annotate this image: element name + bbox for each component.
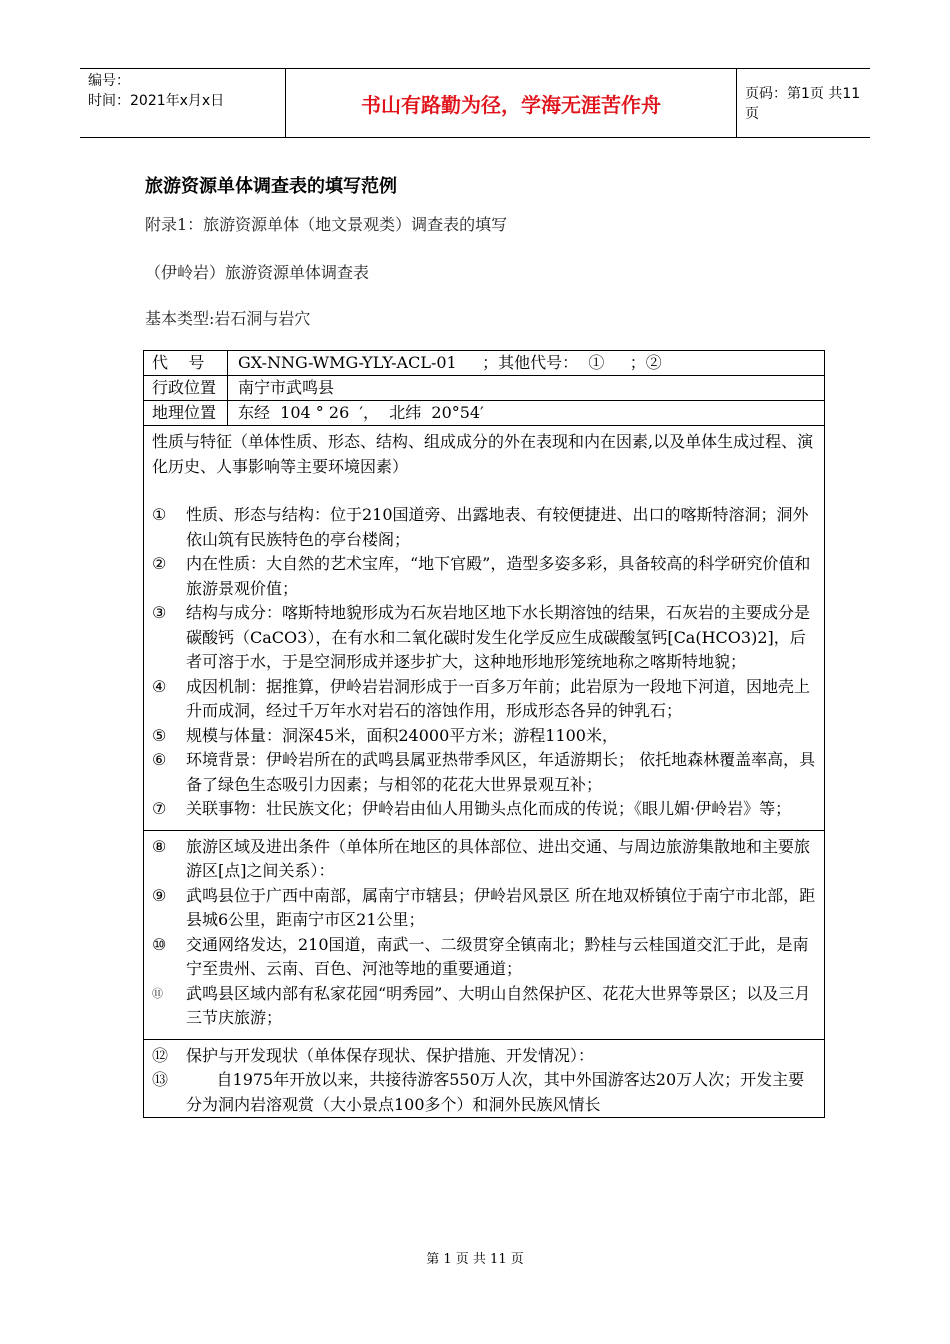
table-row bbox=[144, 351, 824, 376]
basic-type: 基本类型:岩石洞与岩穴 bbox=[145, 309, 311, 328]
list-item bbox=[152, 748, 816, 797]
item-text: 结构与成分：喀斯特地貌形成为石灰岩地区地下水长期溶蚀的结果，石灰岩的主要成分是碳酸钙（CaCO3），在有水和二氧化碳时发生化学反应生成碳酸氢钙[Ca(HCO3)2]，后者可溶于水，于是空洞形成并逐步扩大，这种地形地形笼统地称之喀斯特地貌； bbox=[186, 603, 811, 671]
item-number: ② bbox=[152, 554, 167, 573]
item-number: ⑪ bbox=[152, 986, 163, 1000]
page-header bbox=[80, 68, 870, 138]
item-number: ⑥ bbox=[152, 750, 167, 769]
item-text: 成因机制：据推算，伊岭岩岩洞形成于一百多万年前；此岩原为一段地下河道，因地壳上升而成洞，经过千万年水对岩石的溶蚀作用，形成形态各异的钟乳石； bbox=[186, 676, 811, 720]
time-label: 时间：2021年x月x日 bbox=[88, 93, 225, 109]
page-footer: 第 1 页 共 11 页 bbox=[426, 1252, 524, 1267]
item-text: 自1975年开放以来，共接待游客550万人次，其中外国游客达20万人次；开发主要分为洞内岩溶观赏（大小景点100多个）和洞外民族风情长 bbox=[186, 1070, 805, 1114]
item-number: ⑤ bbox=[152, 725, 167, 745]
list-item bbox=[152, 1068, 816, 1117]
item-number: ⑨ bbox=[152, 885, 167, 905]
list-item bbox=[152, 1044, 816, 1069]
item-text: 交通网络发达，210国道，南武一、二级贯穿全镇南北；黔桂与云桂国道交汇于此，是南宁至贵州、云南、百色、河池等地的重要通道； bbox=[186, 934, 809, 978]
list-item bbox=[152, 982, 816, 1031]
document-title: 旅游资源单体调查表的填写范例 bbox=[145, 176, 397, 197]
item-number: ③ bbox=[152, 603, 167, 622]
survey-table bbox=[143, 350, 825, 1118]
row-label-code: 代 号 bbox=[144, 351, 228, 375]
appendix-line: 附录1：旅游资源单体（地文景观类）调查表的填写 bbox=[145, 215, 508, 234]
item-number: ⑧ bbox=[152, 836, 167, 856]
item-text: 性质、形态与结构：位于210国道旁、出露地表、有较便捷进、出口的喀斯特溶洞；洞外依山筑有民族特色的亭台楼阁； bbox=[186, 505, 809, 549]
item-text: 旅游区域及进出条件（单体所在地区的具体部位、进出交通、与周边旅游集散地和主要旅游区[点]之间关系）： bbox=[186, 836, 811, 880]
item-number: ④ bbox=[152, 676, 167, 696]
list-item bbox=[152, 835, 816, 884]
item-text: 环境背景：伊岭岩所在的武鸣县属亚热带季风区，年适游期长； 依托地森林覆盖率高，具备了绿色生态吸引力因素；与相邻的花花大世界景观互补； bbox=[186, 750, 816, 794]
table-caption: （伊岭岩）旅游资源单体调查表 bbox=[145, 263, 370, 282]
item-text: 内在性质：大自然的艺术宝库，“地下官殿”，造型多姿多彩，具备较高的科学研究价值和旅游景观价值； bbox=[186, 554, 811, 598]
section-heading: 性质与特征（单体性质、形态、结构、组成成分的外在表现和内在因素,以及单体生成过程、演化历史、人事影响等主要环境因素） bbox=[152, 432, 814, 476]
row-label-admin: 行政位置 bbox=[144, 376, 228, 400]
list-item bbox=[152, 797, 816, 822]
item-text: 保护与开发现状（单体保存现状、保护措施、开发情况）： bbox=[186, 1045, 595, 1065]
row-value-geo: 东经 104 ° 26 ′， 北纬 20°54′ bbox=[238, 403, 484, 422]
item-text: 武鸣县位于广西中南部，属南宁市辖县；伊岭岩风景区 所在地双桥镇位于南宁市北部，距县城6公里，距南宁市区21公里； bbox=[186, 885, 816, 929]
row-label-geo: 地理位置 bbox=[144, 401, 228, 425]
list-item bbox=[152, 724, 816, 749]
item-text: 规模与体量：洞深45米，面积24000平方米；游程1100米， bbox=[186, 725, 618, 745]
number-label: 编号： bbox=[88, 73, 130, 89]
list-item bbox=[152, 552, 816, 601]
table-row bbox=[144, 376, 824, 401]
section-protection bbox=[144, 1040, 824, 1118]
list-item bbox=[152, 675, 816, 724]
item-text: 武鸣县区域内部有私家花园“明秀园”、大明山自然保护区、花花大世界等景区；以及三月三节庆旅游； bbox=[186, 983, 811, 1027]
item-number: ⑬ bbox=[152, 1070, 169, 1089]
header-page-info: 页码：第1页 共11页 bbox=[745, 86, 861, 122]
list-item bbox=[152, 601, 816, 675]
item-number: ① bbox=[152, 505, 167, 524]
section-characteristics bbox=[144, 426, 824, 831]
header-motto: 书山有路勤为径，学海无涯苦作舟 bbox=[285, 69, 737, 137]
header-meta bbox=[88, 71, 284, 135]
item-text: 关联事物：壮民族文化；伊岭岩由仙人用锄头点化而成的传说；《眼儿媚·伊岭岩》等； bbox=[186, 799, 792, 818]
list-item bbox=[152, 884, 816, 933]
item-number: ⑦ bbox=[152, 799, 167, 818]
list-item bbox=[152, 503, 816, 552]
item-number: ⑫ bbox=[152, 1045, 169, 1065]
row-value-admin: 南宁市武鸣县 bbox=[238, 378, 335, 397]
section-access bbox=[144, 831, 824, 1040]
table-row bbox=[144, 401, 824, 426]
list-item bbox=[152, 933, 816, 982]
item-number: ⑩ bbox=[152, 934, 167, 954]
row-value-code: GX-NNG-WMG-YLY-ACL-01 ；其他代号： ① ；② bbox=[238, 353, 662, 372]
